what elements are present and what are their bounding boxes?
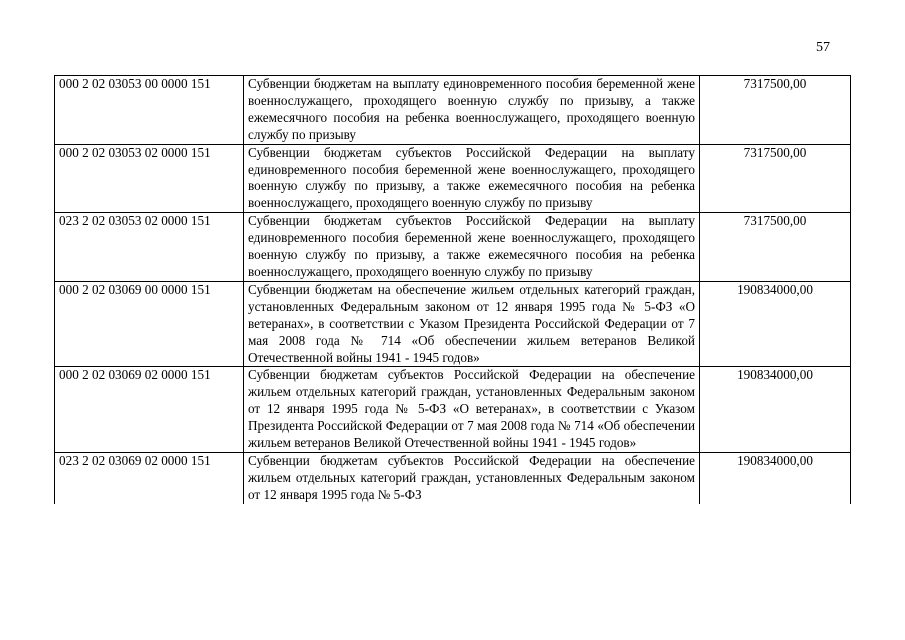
description-cell: Субвенции бюджетам на обеспечение жильем отдельных категорий граждан, установленных Федеральным законом от 12 января 1995 года № 5-ФЗ «О ветеранах», в соответствии с Указом Президента Российской Федерации от 7 мая 2008 года № 714 «Об обеспечении жильем ветеранов Великой Отечественной войны 1941 - 1945 годов» [244,281,700,367]
budget-code-cell: 023 2 02 03053 02 0000 151 [55,213,244,282]
amount-cell: 7317500,00 [700,144,851,213]
description-cell: Субвенции бюджетам субъектов Российской Федерации на выплату единовременного пособия беременной жене военнослужащего, проходящего военную службу по призыву, а также ежемесячного пособия на ребенка военнослужащего, проходящего военную службу по призыву [244,144,700,213]
table-row [55,452,851,503]
budget-code-cell: 000 2 02 03069 02 0000 151 [55,367,244,453]
table-row [55,76,851,145]
table-row [55,367,851,453]
description-cell: Субвенции бюджетам субъектов Российской Федерации на обеспечение жильем отдельных категорий граждан, установленных Федеральным законом от 12 января 1995 года № 5-ФЗ [244,452,700,503]
amount-cell: 190834000,00 [700,281,851,367]
amount-cell: 190834000,00 [700,452,851,503]
table-row [55,281,851,367]
page-number: 57 [816,40,830,55]
amount-cell: 190834000,00 [700,367,851,453]
description-cell: Субвенции бюджетам субъектов Российской Федерации на обеспечение жильем отдельных категорий граждан, установленных Федеральным законом от 12 января 1995 года № 5-ФЗ «О ветеранах», в соответствии с Указом Президента Российской Федерации от 7 мая 2008 года № 714 «Об обеспечении жильем ветеранов Великой Отечественной войны 1941 - 1945 годов» [244,367,700,453]
budget-code-cell: 000 2 02 03053 00 0000 151 [55,76,244,145]
description-cell: Субвенции бюджетам субъектов Российской Федерации на выплату единовременного пособия беременной жене военнослужащего, проходящего военную службу по призыву, а также ежемесячного пособия на ребенка военнослужащего, проходящего военную службу по призыву [244,213,700,282]
budget-code-cell: 000 2 02 03069 00 0000 151 [55,281,244,367]
amount-cell: 7317500,00 [700,76,851,145]
budget-code-cell: 000 2 02 03053 02 0000 151 [55,144,244,213]
amount-cell: 7317500,00 [700,213,851,282]
table-row [55,213,851,282]
budget-code-cell: 023 2 02 03069 02 0000 151 [55,452,244,503]
budget-table [54,75,851,504]
description-cell: Субвенции бюджетам на выплату единовременного пособия беременной жене военнослужащего, проходящего военную службу по призыву, а также ежемесячного пособия на ребенка военнослужащего, проходящего военную службу по призыву [244,76,700,145]
table-row [55,144,851,213]
